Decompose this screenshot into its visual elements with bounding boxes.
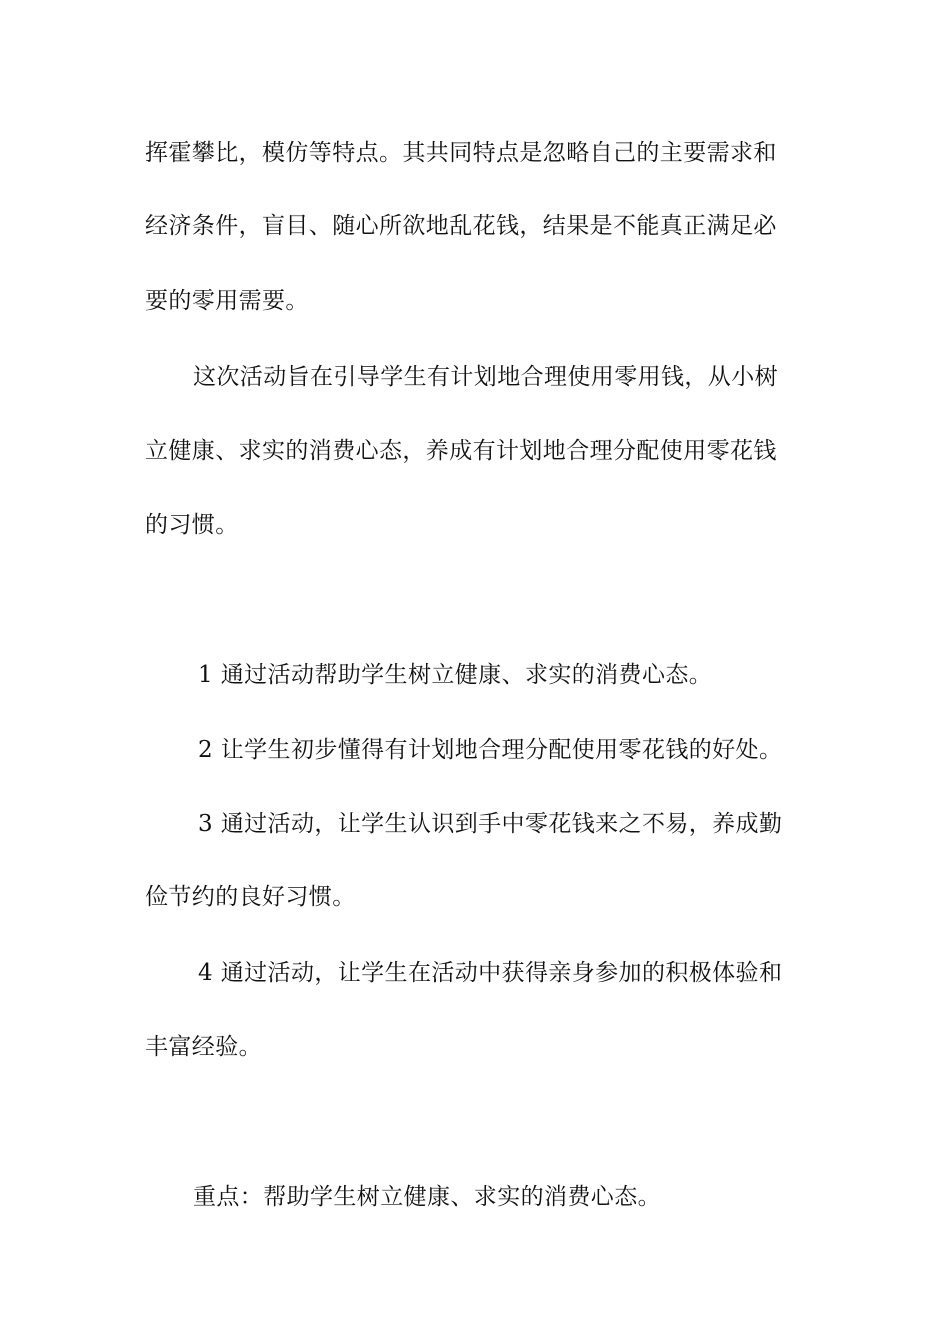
paragraph-1-line-2: 经济条件，盲目、随心所欲地乱花钱，结果是不能真正满足必 — [145, 213, 777, 239]
paragraph-1-line-3: 要的零用需要。 — [145, 288, 309, 314]
objective-4-line-2: 丰富经验。 — [145, 1034, 262, 1060]
key-point: 重点：帮助学生树立健康、求实的消费心态。 — [193, 1184, 661, 1210]
paragraph-2-line-3: 的习惯。 — [145, 512, 239, 538]
objective-3-line-1: 3 通过活动，让学生认识到手中零花钱来之不易，养成勤 — [198, 811, 783, 837]
objective-1-line-1: 1 通过活动帮助学生树立健康、求实的消费心态。 — [198, 662, 713, 688]
objective-4-line-1: 4 通过活动，让学生在活动中获得亲身参加的积极体验和 — [198, 960, 783, 986]
objective-3-line-2: 俭节约的良好习惯。 — [145, 884, 356, 910]
paragraph-1-line-1: 挥霍攀比，模仿等特点。其共同特点是忽略自己的主要需求和 — [145, 140, 777, 166]
paragraph-2-line-2: 立健康、求实的消费心态，养成有计划地合理分配使用零花钱 — [145, 438, 777, 464]
paragraph-2-line-1: 这次活动旨在引导学生有计划地合理使用零用钱，从小树 — [193, 364, 778, 390]
objective-2-line-1: 2 让学生初步懂得有计划地合理分配使用零花钱的好处。 — [198, 737, 783, 763]
